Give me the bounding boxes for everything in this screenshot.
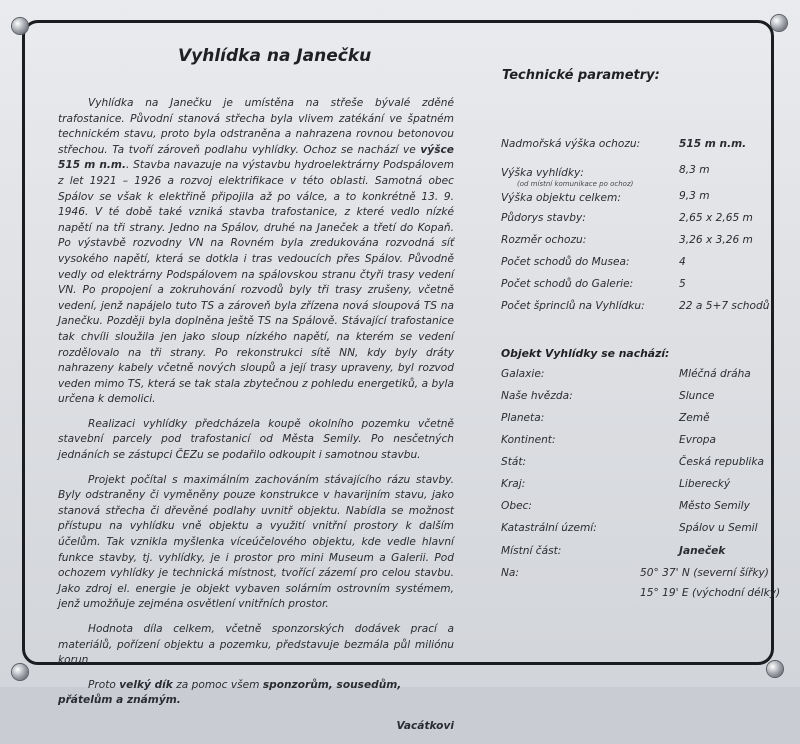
param-value: 9,3 m xyxy=(679,190,710,202)
param-label: Půdorys stavby: xyxy=(501,212,586,224)
paragraph-value: Hodnota díla celkem, včetně sponzorských dodávek prací a materiálů, pořízení objektu a pozemku, představuje bezmála půl miliónu korun xyxy=(58,623,454,667)
altitude-highlight: výšce 515 m n.m. xyxy=(58,143,454,172)
param-label: Nadmořská výška ochozu: xyxy=(501,138,641,150)
location-label: Naše hvězda: xyxy=(501,390,573,402)
location-label: Místní část: xyxy=(501,545,562,557)
screw-icon xyxy=(12,18,28,34)
location-label: Na: xyxy=(501,567,519,579)
param-label: Počet šprinclů na Vyhlídku: xyxy=(501,300,645,312)
param-label: Počet schodů do Musea: xyxy=(501,256,630,268)
paragraph-thanks xyxy=(58,678,454,709)
param-label: Výška objektu celkem: xyxy=(501,192,621,204)
thanks-highlight: velký dík xyxy=(119,678,173,691)
text-span: Vyhlídka na Janečku je umístěna na střeše bývalé zděné trafostanice. Původní stanová střecha byla vlivem zatékání ve špatném technickém stavu, proto byla odstraněna a nahrazena rovnou betonovou střechou. Ta tvoří zároveň podlahu vyhlídky. Ochoz se nachází ve xyxy=(58,97,454,156)
screw-icon xyxy=(767,661,783,677)
sponsors-highlight: sponzorům, sousedům, přátelům a známým. xyxy=(58,678,402,707)
location-label: Planeta: xyxy=(501,412,545,424)
param-value: 4 xyxy=(679,256,686,268)
location-value: Evropa xyxy=(679,434,717,446)
signature: Vacátkovi xyxy=(396,719,454,732)
param-label: Počet schodů do Galerie: xyxy=(501,278,634,290)
param-note: (od místní komunikace po ochoz) xyxy=(517,180,634,188)
location-value: Město Semily xyxy=(679,500,750,512)
param-label: Rozměr ochozu: xyxy=(501,234,587,246)
location-label: Stát: xyxy=(501,456,527,468)
location-value: Země xyxy=(679,412,710,424)
location-title: Objekt Vyhlídky se nachází: xyxy=(501,347,670,360)
tech-params-title: Technické parametry: xyxy=(502,68,660,83)
screw-icon xyxy=(771,15,787,31)
param-value: 515 m n.m. xyxy=(679,138,747,150)
page-title: Vyhlídka na Janečku xyxy=(178,46,372,66)
paragraph-project: Projekt počítal s maximálním zachováním stávajícího rázu stavby. Byly odstraněny či vyměněny pouze konstrukce v havarijním stavu, jako stanová střecha či dřevěné podlahy uvnitř objektu. Nabídla se možnost přístupu na vyhlídku vně objektu a využití vnitřní prostory k dalším účelům. Tak vznikla myšlenka víceúčelového objektu, kde vedle hlavní funkce stavby, tj. vyhlídky, je i prostor pro mini Museum a Galerii. Pod ochozem vyhlídky je technická místnost, tvořící zázemí pro celou stavbu. Jako zdroj el. energie je objekt vybaven solárním ostrovním systémem, jenž umožňuje zejména osvětlení vnitřních prostor. xyxy=(58,473,454,611)
location-value: Liberecký xyxy=(679,478,731,490)
text-span: Proto xyxy=(88,678,120,691)
location-value: Slunce xyxy=(679,390,715,402)
location-label: Kontinent: xyxy=(501,434,556,446)
latitude-value: 50° 37' N (severní šířky) xyxy=(640,567,769,579)
location-value: Mléčná dráha xyxy=(679,368,751,380)
param-value: 3,26 x 3,26 m xyxy=(679,234,753,246)
screw-icon xyxy=(12,664,28,680)
param-value: 8,3 m xyxy=(679,164,710,176)
param-value: 2,65 x 2,65 m xyxy=(679,212,753,224)
location-label: Katastrální území: xyxy=(501,522,597,534)
location-label: Galaxie: xyxy=(501,368,545,380)
param-label: Výška vyhlídky: xyxy=(501,167,584,179)
paragraph-purchase: Realizaci vyhlídky předcházela koupě okolního pozemku včetně stavební parcely pod trafostanicí od Města Semily. Po nesčetných jednáních se zástupci ČEZu se podařilo odkoupit i samotnou stavbu. xyxy=(58,417,454,462)
location-label: Obec: xyxy=(501,500,532,512)
location-value: Česká republika xyxy=(679,456,764,468)
text-span: . Stavba navazuje na výstavbu hydroelektrárny Podspálovem z let 1921 – 1926 a rozvoj elektrifikace v této oblasti. Samotná obec Spálov se však k elektřině připojila až po válce, a to konkrétně 13. 9. 1946. V té době také vzniká stavba trafostanice, z které vedlo nízké napětí na tři strany. Jedno na Spálov, druhé na Janeček a třetí do Kopaň. Po výstavbě rozvodny VN na Rovném byla zredukována rozvodná síť vysokého napětí, která se dotkla i tras vedoucích přes Spálov. Původně vedly od elektrárny Podspálovem na spálovskou stranu čtyři trasy vedení VN. Po propojení a zokruhování rozvodů byly tři trasy zrušeny, včetně vedení, jenž napájelo tuto TS a zároveň byla zřízena nová sloupová TS na Janečku. Později byla doplněna ještě TS na Spálově. Stávající trafostanice tak chvíli sloužila jen jako sloup nízkého napětí, na kterém se vedení rozdělovalo na tři strany. Po rekonstrukci sítě NN, kdy byly dráty nahrazeny kabely včetně nových sloupů a její trasy upraveny, byl rozvod veden mimo TS, která se tak stala zbytečnou z pohledu energetiků, a byla určena k demolici. xyxy=(58,159,454,406)
location-label: Kraj: xyxy=(501,478,526,490)
param-value: 5 xyxy=(679,278,686,290)
history-text xyxy=(58,96,454,744)
text-span: za pomoc všem xyxy=(172,678,263,691)
param-value: 22 a 5+7 schodů xyxy=(679,300,770,312)
paragraph-history xyxy=(58,96,454,408)
location-value: Janeček xyxy=(679,545,726,557)
location-value: Spálov u Semil xyxy=(679,522,758,534)
longitude-value: 15° 19' E (východní délky) xyxy=(640,587,781,599)
